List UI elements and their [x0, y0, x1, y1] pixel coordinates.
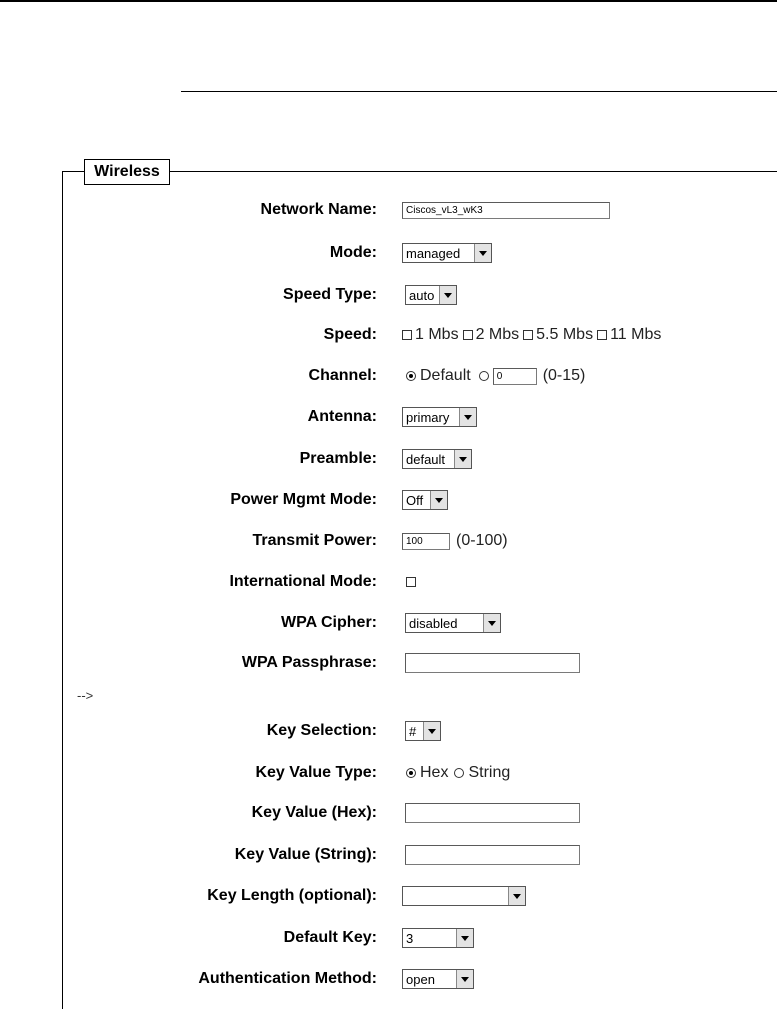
key-selection-label: Key Selection:	[266, 722, 377, 739]
speed-11-checkbox[interactable]	[597, 330, 607, 340]
key-type-string-label: String	[468, 764, 511, 781]
key-value-type-row	[63, 760, 777, 786]
channel-range: (0-15)	[542, 367, 586, 384]
fieldset-border	[62, 171, 84, 172]
mode-label: Mode:	[329, 244, 377, 261]
auth-method-label: Authentication Method:	[198, 970, 377, 987]
wpa-passphrase-input[interactable]	[405, 653, 580, 673]
wpa-cipher-select[interactable]	[405, 613, 501, 633]
key-value-hex-label: Key Value (Hex):	[251, 804, 377, 821]
power-mgmt-row	[63, 487, 777, 513]
transmit-power-label: Transmit Power:	[252, 532, 377, 549]
wpa-cipher-row	[63, 610, 777, 636]
speed-11-label: 11 Mbs	[610, 326, 662, 343]
channel-row	[63, 363, 777, 389]
speed-5-5-checkbox[interactable]	[523, 330, 533, 340]
power-mgmt-label: Power Mgmt Mode:	[230, 491, 377, 508]
antenna-row	[63, 404, 777, 430]
top-rule	[0, 0, 777, 2]
speed-2-checkbox[interactable]	[463, 330, 473, 340]
key-type-hex-radio[interactable]	[406, 768, 416, 778]
html-comment-residue: -->	[77, 688, 94, 703]
dropdown-arrow-icon	[423, 722, 440, 740]
auth-method-select-value: open	[406, 971, 435, 987]
wpa-passphrase-label: WPA Passphrase:	[241, 654, 377, 671]
speed-row	[63, 322, 777, 348]
channel-default-label: Default	[420, 367, 471, 384]
dropdown-arrow-icon	[483, 614, 500, 632]
dropdown-arrow-icon	[508, 887, 525, 905]
international-mode-checkbox[interactable]	[406, 577, 416, 587]
mode-select[interactable]	[402, 243, 492, 263]
default-key-select[interactable]	[402, 928, 474, 948]
speed-type-label: Speed Type:	[283, 286, 377, 303]
key-selection-row	[63, 718, 777, 744]
dropdown-arrow-icon	[439, 286, 456, 304]
mode-row	[63, 240, 777, 266]
dropdown-arrow-icon	[454, 450, 471, 468]
international-mode-label: International Mode:	[229, 573, 377, 590]
fieldset-legend: Wireless	[84, 159, 170, 185]
speed-1-label: 1 Mbs	[415, 326, 459, 343]
speed-2-label: 2 Mbs	[475, 326, 520, 343]
channel-default-radio[interactable]	[406, 371, 416, 381]
auth-method-select[interactable]	[402, 969, 474, 989]
speed-1-checkbox[interactable]	[402, 330, 412, 340]
channel-input[interactable]	[493, 368, 537, 385]
dropdown-arrow-icon	[456, 929, 473, 947]
wpa-cipher-label: WPA Cipher:	[281, 614, 377, 631]
default-key-select-value: 3	[406, 930, 414, 946]
default-key-row	[63, 925, 777, 951]
key-value-string-label: Key Value (String):	[234, 846, 377, 863]
key-length-select[interactable]	[402, 886, 526, 906]
wpa-cipher-select-value: disabled	[409, 615, 458, 631]
key-length-row	[63, 883, 777, 909]
wpa-passphrase-row	[63, 650, 777, 676]
network-name-input[interactable]	[402, 202, 610, 219]
international-mode-row	[63, 569, 777, 595]
key-selection-select[interactable]	[405, 721, 441, 741]
key-value-hex-row	[63, 800, 777, 826]
preamble-select-value: default	[406, 451, 446, 467]
antenna-select[interactable]	[402, 407, 477, 427]
channel-label: Channel:	[308, 367, 377, 384]
power-mgmt-select-value: Off	[406, 492, 424, 508]
key-length-label: Key Length (optional):	[207, 887, 377, 904]
transmit-power-range: (0-100)	[456, 532, 508, 549]
channel-custom-radio[interactable]	[479, 371, 489, 381]
fieldset-border	[170, 171, 777, 172]
header-rule	[181, 91, 777, 92]
transmit-power-input[interactable]	[402, 533, 450, 550]
antenna-select-value: primary	[406, 409, 450, 425]
default-key-label: Default Key:	[283, 929, 377, 946]
network-name-row	[63, 197, 777, 223]
speed-type-select-value: auto	[409, 287, 435, 303]
key-value-string-input[interactable]	[405, 845, 580, 865]
preamble-row	[63, 446, 777, 472]
power-mgmt-select[interactable]	[402, 490, 448, 510]
dropdown-arrow-icon	[474, 244, 491, 262]
key-selection-select-value: #	[409, 723, 417, 739]
speed-label: Speed:	[323, 326, 377, 343]
key-value-string-row	[63, 842, 777, 868]
speed-5-5-label: 5.5 Mbs	[536, 326, 594, 343]
preamble-label: Preamble:	[299, 450, 377, 467]
preamble-select[interactable]	[402, 449, 472, 469]
key-value-hex-input[interactable]	[405, 803, 580, 823]
key-type-hex-label: Hex	[420, 764, 449, 781]
dropdown-arrow-icon	[430, 491, 447, 509]
auth-method-row	[63, 966, 777, 992]
key-type-string-radio[interactable]	[454, 768, 464, 778]
antenna-label: Antenna:	[307, 408, 377, 425]
mode-select-value: managed	[406, 245, 461, 261]
transmit-power-row	[63, 528, 777, 554]
dropdown-arrow-icon	[456, 970, 473, 988]
key-value-type-label: Key Value Type:	[255, 764, 377, 781]
speed-type-row	[63, 282, 777, 308]
dropdown-arrow-icon	[459, 408, 476, 426]
speed-type-select[interactable]	[405, 285, 457, 305]
network-name-label: Network Name:	[260, 201, 377, 218]
